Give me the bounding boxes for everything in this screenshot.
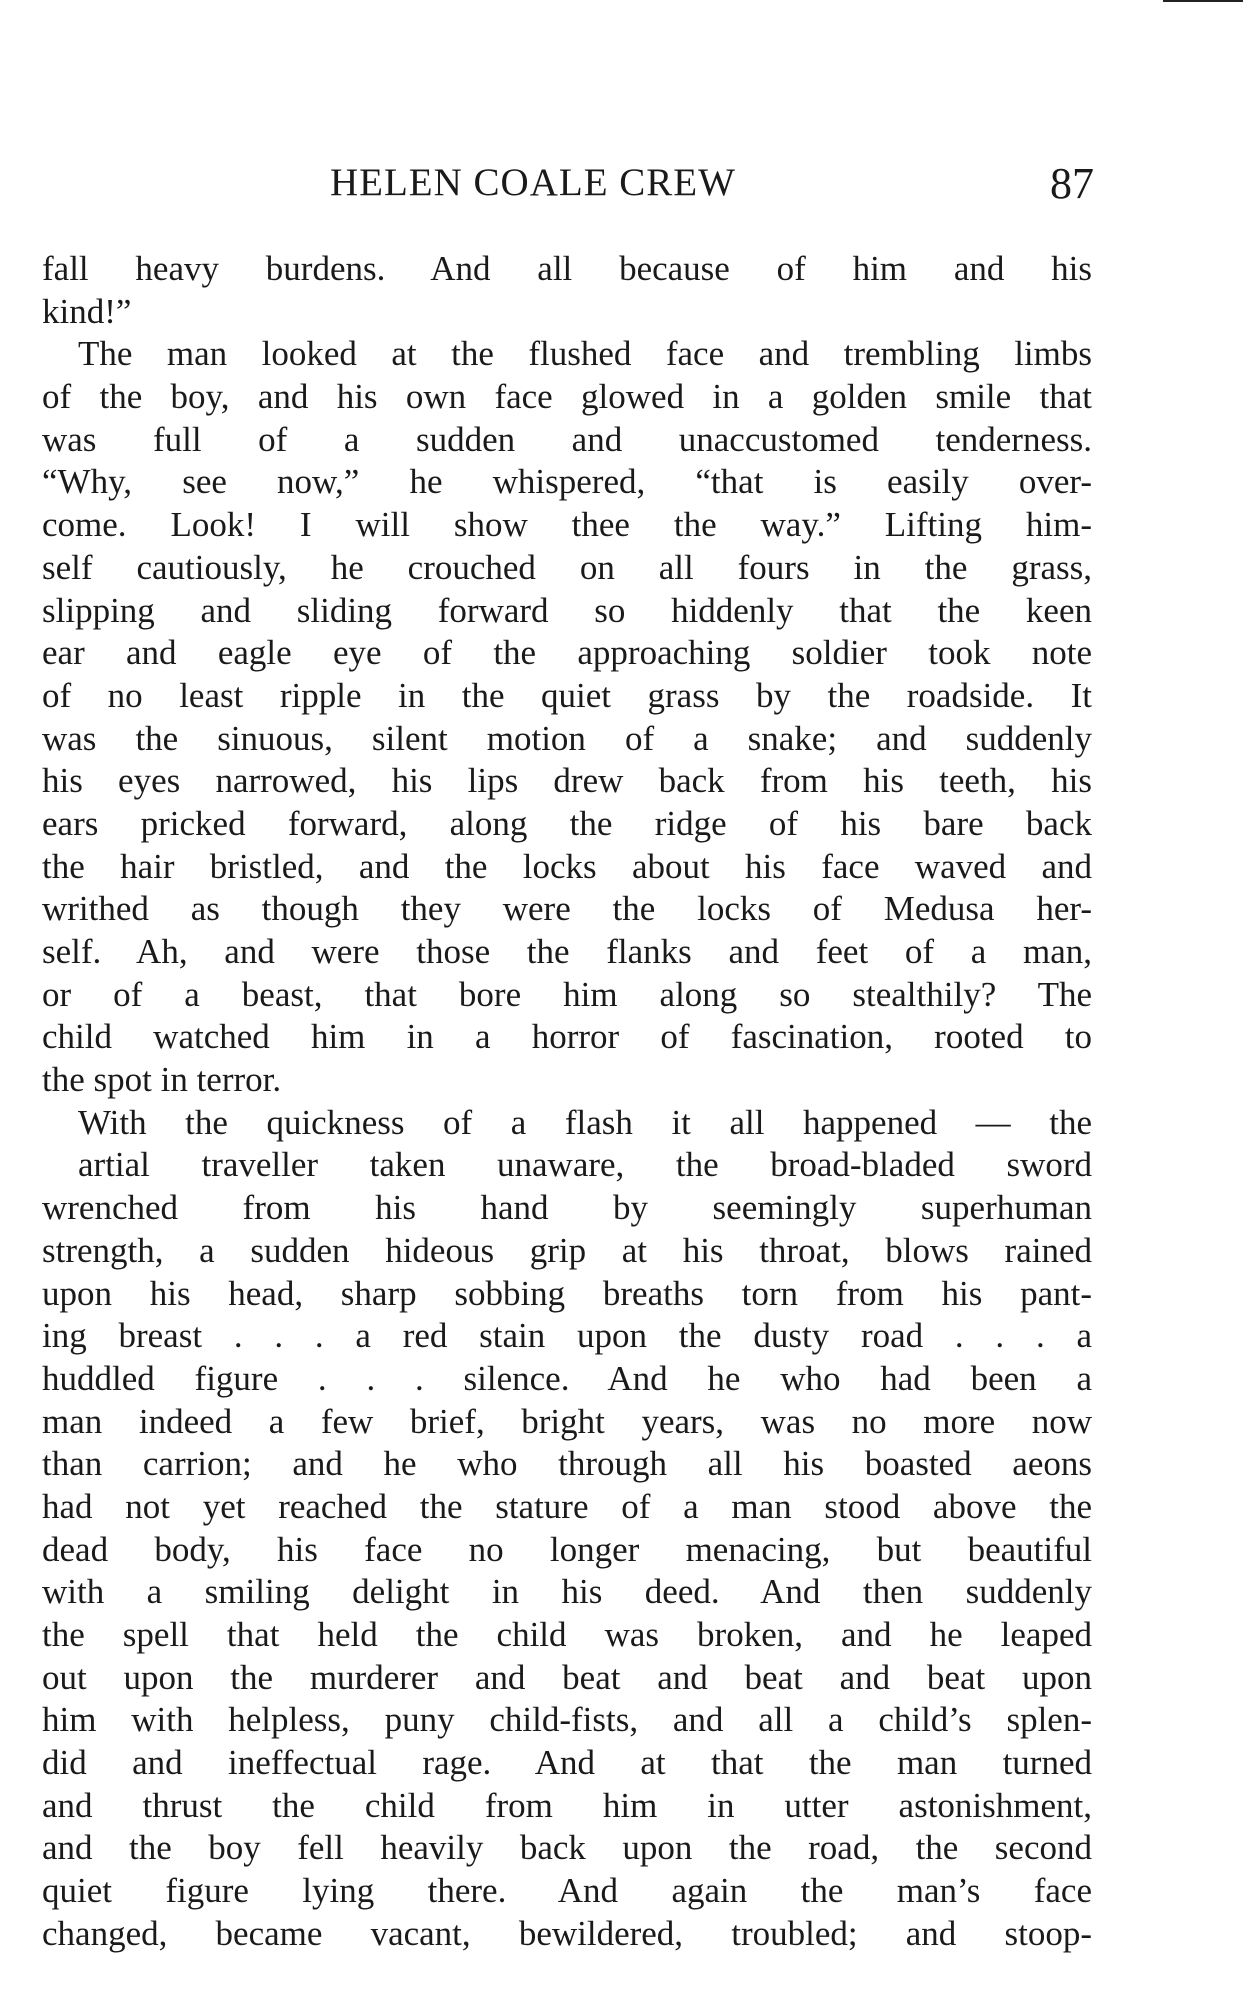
text-line: changed, became vacant, bewildered, troubled; and stoop- xyxy=(42,1913,1092,1953)
text-line: the spot in terror. xyxy=(42,1060,282,1100)
text-line: him with helpless, puny child-fists, and all a child’s splen- xyxy=(42,1700,1092,1740)
text-line: upon his head, sharp sobbing breaths torn from his pant- xyxy=(42,1273,1092,1313)
text-line: of no least ripple in the quiet grass by the roadside. It xyxy=(42,675,1092,715)
text-line: slipping and sliding forward so hiddenly that the keen xyxy=(42,590,1092,630)
text-line: the spell that held the child was broken, and he leaped xyxy=(42,1615,1092,1654)
top-edge-rule xyxy=(1163,0,1243,2)
text-line: his eyes narrowed, his lips drew back from his teeth, his xyxy=(42,761,1092,801)
text-line: and the boy fell heavily back upon the road, the second xyxy=(42,1828,1092,1868)
text-line: kind!” xyxy=(42,291,132,331)
text-line: ear and eagle eye of the approaching soldier took note xyxy=(42,633,1092,673)
text-line: out upon the murderer and beat and beat and beat upon xyxy=(42,1657,1092,1697)
running-head-title: HELEN COALE CREW xyxy=(330,161,736,204)
text-line: had not yet reached the stature of a man stood above the xyxy=(42,1486,1092,1526)
text-line: The man looked at the flushed face and trembling limbs xyxy=(78,334,1092,374)
text-line: ing breast . . . a red stain upon the dusty road . . . a xyxy=(42,1316,1092,1356)
text-line: come. Look! I will show thee the way.” Lifting him- xyxy=(42,505,1092,545)
body-text xyxy=(42,248,1092,1956)
text-line: or of a beast, that bore him along so stealthily? The xyxy=(42,974,1092,1014)
text-line: and thrust the child from him in utter astonishment, xyxy=(42,1785,1092,1825)
text-line: “Why, see now,” he whispered, “that is easily over- xyxy=(42,462,1092,502)
text-line: artial traveller taken unaware, the broad-bladed sword xyxy=(78,1145,1092,1185)
text-line: with a smiling delight in his deed. And then suddenly xyxy=(42,1572,1092,1612)
text-line: man indeed a few brief, bright years, was no more now xyxy=(42,1401,1092,1441)
text-line: writhed as though they were the locks of Medusa her- xyxy=(42,889,1092,929)
text-line: strength, a sudden hideous grip at his throat, blows rained xyxy=(42,1230,1092,1270)
text-line: wrenched from his hand by seemingly superhuman xyxy=(42,1188,1092,1228)
text-line: of the boy, and his own face glowed in a golden smile that xyxy=(42,377,1092,417)
text-line: huddled figure . . . silence. And he who had been a xyxy=(42,1358,1092,1398)
text-line: the hair bristled, and the locks about his face waved and xyxy=(42,846,1092,886)
text-line: fall heavy burdens. And all because of him and his xyxy=(42,249,1092,288)
text-line: self. Ah, and were those the flanks and feet of a man, xyxy=(42,932,1092,971)
text-line: self cautiously, he crouched on all fours in the grass, xyxy=(42,547,1092,587)
text-line: quiet figure lying there. And again the man’s face xyxy=(42,1871,1092,1911)
text-line: child watched him in a horror of fascination, rooted to xyxy=(42,1017,1092,1057)
text-line: ears pricked forward, along the ridge of his bare back xyxy=(42,803,1092,843)
text-line: was full of a sudden and unaccustomed tenderness. xyxy=(42,419,1092,459)
text-line: than carrion; and he who through all his boasted aeons xyxy=(42,1444,1092,1484)
text-line: With the quickness of a flash it all happened — the xyxy=(78,1102,1092,1142)
text-line: dead body, his face no longer menacing, but beautiful xyxy=(42,1529,1092,1569)
page-number: 87 xyxy=(1050,159,1094,208)
text-line: did and ineffectual rage. And at that the man turned xyxy=(42,1743,1092,1783)
text-line: was the sinuous, silent motion of a snake; and suddenly xyxy=(42,718,1092,758)
